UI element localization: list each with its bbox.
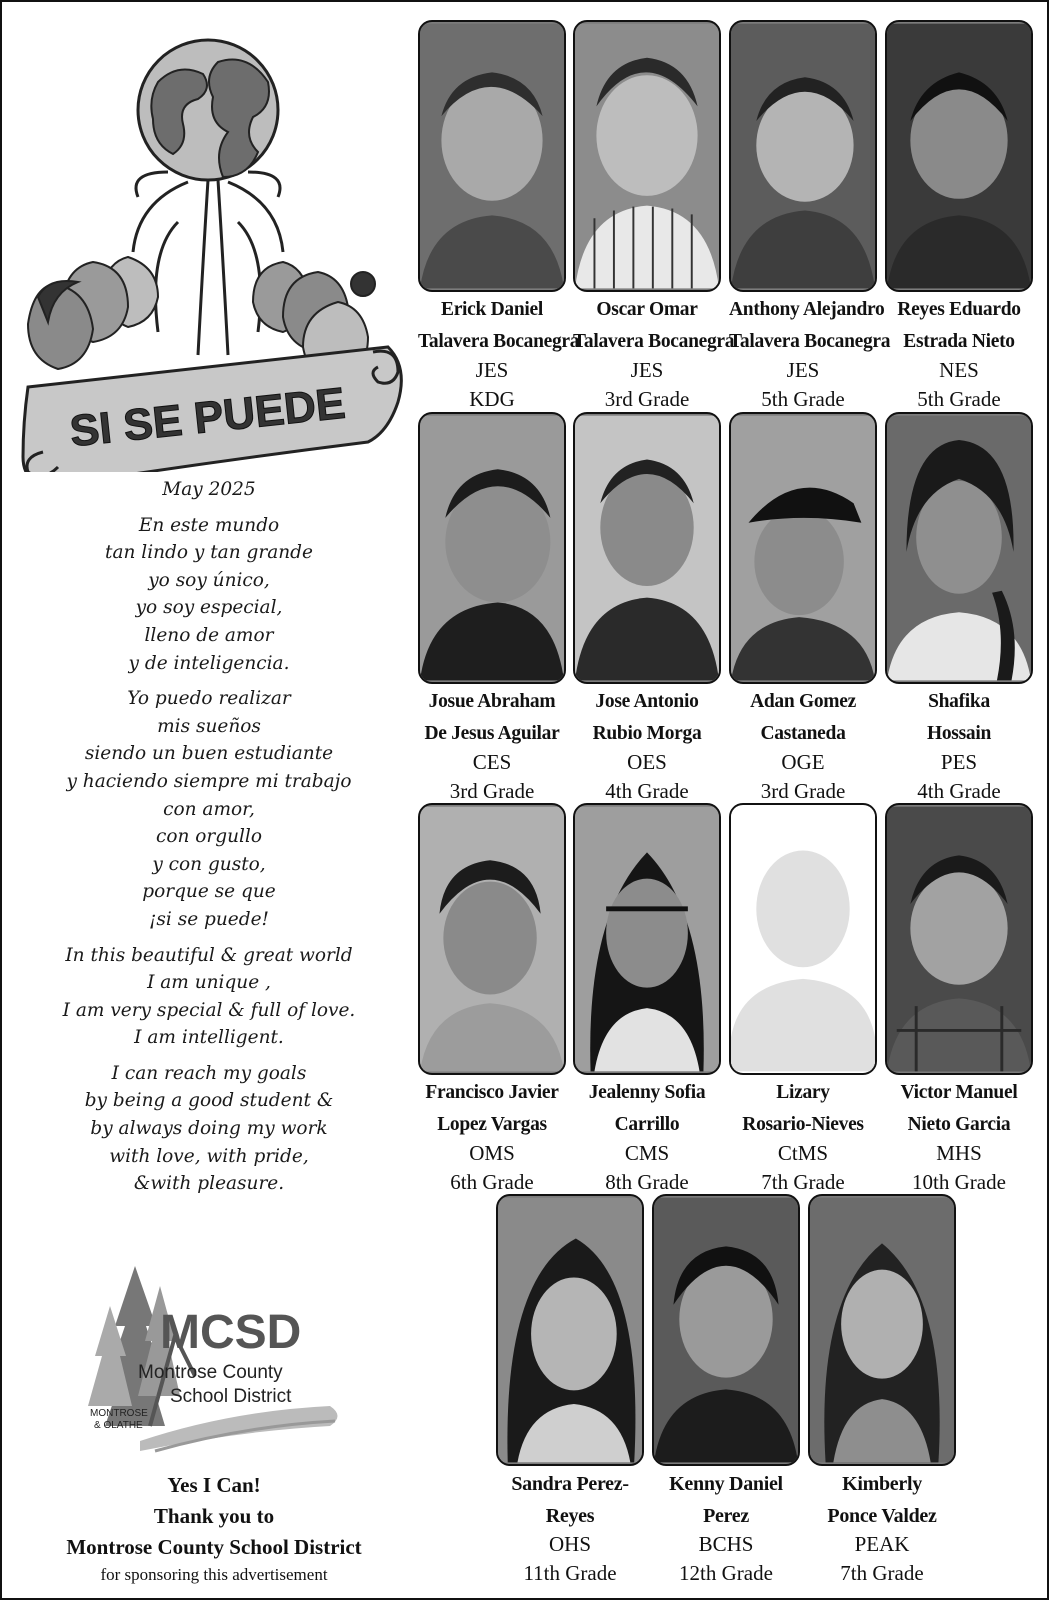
- student-school: CES: [472, 750, 512, 774]
- student-card: [652, 1194, 800, 1588]
- avatar-placeholder-icon: [731, 805, 875, 1073]
- mcsd-tag2: & OLATHE: [94, 1420, 143, 1431]
- poem-line: I am intelligent.: [134, 1027, 284, 1049]
- student-card: [573, 803, 721, 1197]
- student-photo: [729, 412, 877, 684]
- student-card: [418, 412, 566, 806]
- portrait-icon: [731, 414, 875, 682]
- poem-date: May 2025: [162, 479, 256, 500]
- sponsor-line4: for sponsoring this advertisement: [100, 1565, 328, 1584]
- student-card: [573, 20, 735, 414]
- portrait-icon: [420, 805, 564, 1073]
- student-school: OES: [627, 750, 667, 774]
- poem-line: con amor,: [163, 798, 255, 820]
- student-last-name: Perez: [703, 1505, 749, 1527]
- poem-line: yo soy único,: [148, 569, 270, 591]
- poem-line: y haciendo siempre mi trabajo: [66, 770, 352, 792]
- poem-line: I am unique ,: [147, 972, 271, 994]
- student-last-name: Lopez Vargas: [437, 1114, 547, 1135]
- student-card: [729, 412, 877, 806]
- student-photo: [573, 412, 721, 684]
- student-photo: [418, 20, 566, 292]
- student-school: PES: [940, 750, 978, 774]
- poem-line: by being a good student &: [84, 1090, 334, 1112]
- student-card: [885, 20, 1033, 414]
- student-grade: 12th Grade: [679, 1561, 773, 1585]
- poem-line: I am very special & full of love.: [62, 999, 356, 1021]
- left-column: [4, 4, 414, 1598]
- student-last-name: Talavera Bocanegra: [573, 331, 735, 352]
- student-photo: [418, 412, 566, 684]
- student-first-name: Reyes Eduardo: [897, 299, 1021, 320]
- student-school: PEAK: [854, 1532, 910, 1556]
- student-first-name: Anthony Alejandro: [729, 299, 885, 320]
- portrait-icon: [887, 414, 1031, 682]
- poem-line: y con gusto,: [152, 853, 266, 875]
- motto-text: SI SE PUEDE: [67, 378, 348, 457]
- student-first-name: Jose Antonio: [595, 691, 699, 712]
- poem-line: lleno de amor: [144, 624, 274, 646]
- student-photo: [652, 1194, 800, 1466]
- student-first-name: Oscar Omar: [596, 299, 698, 320]
- student-first-name: Shafika: [928, 691, 990, 712]
- poem-line: y de inteligencia.: [128, 652, 290, 674]
- student-last-name: Talavera Bocanegra: [418, 331, 580, 352]
- student-last-name: Rosario-Nieves: [742, 1114, 864, 1135]
- fountain-swirls: [133, 172, 283, 355]
- poem-line: mis sueños: [157, 715, 261, 737]
- poem-line: porque se que: [142, 881, 276, 903]
- student-last-name: Ponce Valdez: [827, 1505, 937, 1527]
- student-school: BCHS: [698, 1532, 754, 1556]
- portrait-icon: [575, 22, 719, 290]
- student-grade: 4th Grade: [605, 779, 689, 803]
- student-last-name: Nieto Garcia: [907, 1114, 1011, 1135]
- student-grade: KDG: [469, 387, 515, 411]
- student-school: OGE: [781, 750, 825, 774]
- student-photo: [885, 20, 1033, 292]
- student-first-name: Francisco Javier: [425, 1082, 559, 1103]
- student-card: [729, 803, 877, 1197]
- student-grade: 3rd Grade: [449, 779, 535, 803]
- poem-line: yo soy especial,: [135, 597, 283, 619]
- student-card: [808, 1194, 956, 1588]
- student-grade: 5th Grade: [917, 387, 1001, 411]
- student-grade: 7th Grade: [761, 1170, 845, 1194]
- student-first-name: Victor Manuel: [900, 1082, 1018, 1103]
- portrait-icon: [887, 22, 1031, 290]
- poem-line: En este mundo: [138, 514, 280, 536]
- river-swoosh-icon: [140, 1406, 338, 1451]
- student-grade: 3rd Grade: [760, 779, 846, 803]
- mcsd-line1: Montrose County: [138, 1362, 283, 1383]
- student-last-name: Castaneda: [760, 723, 846, 744]
- student-card: [418, 20, 580, 414]
- student-school: NES: [939, 358, 979, 382]
- student-grade: 8th Grade: [605, 1170, 689, 1194]
- sponsor-block: [14, 1470, 414, 1587]
- portrait-icon: [887, 805, 1031, 1073]
- student-photo: [573, 803, 721, 1075]
- student-first-name: Kimberly: [842, 1473, 922, 1495]
- portrait-icon: [498, 1196, 642, 1464]
- student-last-name: De Jesus Aguilar: [424, 723, 560, 744]
- sponsor-line3: Montrose County School District: [66, 1535, 362, 1559]
- mcsd-line2: School District: [170, 1386, 292, 1407]
- sponsor-line1: Yes I Can!: [167, 1473, 261, 1497]
- student-photo: [808, 1194, 956, 1466]
- student-last-name: Carrillo: [614, 1114, 680, 1135]
- student-card: [885, 412, 1033, 806]
- portrait-icon: [420, 414, 564, 682]
- student-photo: [885, 803, 1033, 1075]
- motto-banner: [23, 347, 401, 472]
- poem-stanza-2: [24, 685, 394, 933]
- student-school: JES: [630, 358, 664, 382]
- student-card: [418, 803, 566, 1197]
- poem-line: ¡si se puede!: [149, 908, 269, 930]
- poem-line: tan lindo y tan grande: [105, 542, 313, 564]
- student-grade: 3rd Grade: [604, 387, 690, 411]
- student-first-name: Josue Abraham: [428, 691, 556, 712]
- poem: [24, 476, 394, 1206]
- mcsd-tag1: MONTROSE: [90, 1408, 148, 1419]
- portrait-icon: [575, 414, 719, 682]
- poem-line: by always doing my work: [90, 1118, 328, 1140]
- student-card: [573, 412, 721, 806]
- student-grade: 6th Grade: [450, 1170, 534, 1194]
- mcsd-logo: [80, 1266, 350, 1456]
- poem-stanza-4: [24, 1060, 394, 1198]
- student-card: [885, 803, 1033, 1197]
- student-school: CMS: [624, 1141, 670, 1165]
- student-card: [729, 20, 891, 414]
- student-last-name: Reyes: [545, 1505, 595, 1527]
- student-school: OHS: [548, 1532, 591, 1556]
- student-first-name: Adan Gomez: [750, 691, 856, 712]
- student-photo: [496, 1194, 644, 1466]
- mcsd-abbr: MCSD: [160, 1306, 302, 1359]
- portrait-icon: [420, 22, 564, 290]
- si-se-puede-emblem: [18, 22, 408, 472]
- student-photo: [729, 20, 877, 292]
- student-card: [496, 1194, 644, 1588]
- poem-line: I can reach my goals: [111, 1062, 307, 1084]
- poem-line: with love, with pride,: [109, 1145, 309, 1167]
- student-grade: 4th Grade: [917, 779, 1001, 803]
- student-photo: [885, 412, 1033, 684]
- faces-left-icon: [28, 257, 158, 369]
- poem-line: Yo puedo realizar: [127, 688, 291, 710]
- student-last-name: Rubio Morga: [592, 723, 702, 744]
- poem-line: In this beautiful & great world: [65, 944, 353, 966]
- student-grade: 5th Grade: [761, 387, 845, 411]
- globe-icon: [138, 40, 278, 180]
- student-grade: 7th Grade: [840, 1561, 924, 1585]
- student-school: MHS: [936, 1141, 982, 1165]
- student-school: JES: [475, 358, 509, 382]
- poem-line: con orgullo: [155, 826, 262, 848]
- sponsor-line2: Thank you to: [153, 1504, 275, 1528]
- poem-stanza-1: [24, 512, 394, 678]
- student-school: OMS: [469, 1141, 515, 1165]
- student-photo: [573, 20, 721, 292]
- portrait-icon: [654, 1196, 798, 1464]
- student-last-name: Hossain: [926, 723, 991, 744]
- student-photo: [418, 803, 566, 1075]
- student-last-name: Talavera Bocanegra: [729, 331, 891, 352]
- student-grade: 10th Grade: [912, 1170, 1006, 1194]
- poem-line: siendo un buen estudiante: [84, 743, 334, 765]
- student-grade: 11th Grade: [523, 1561, 617, 1585]
- poem-line: &with pleasure.: [133, 1173, 285, 1195]
- student-last-name: Estrada Nieto: [903, 331, 1015, 352]
- student-first-name: Lizary: [776, 1082, 830, 1103]
- student-school: CtMS: [777, 1141, 829, 1165]
- student-photo-placeholder: [729, 803, 877, 1075]
- student-school: JES: [786, 358, 820, 382]
- portrait-icon: [731, 22, 875, 290]
- student-first-name: Jealenny Sofia: [588, 1082, 706, 1103]
- student-first-name: Sandra Perez-: [511, 1473, 629, 1495]
- student-first-name: Kenny Daniel: [669, 1473, 783, 1495]
- portrait-icon: [810, 1196, 954, 1464]
- poem-stanza-3: [24, 942, 394, 1052]
- student-first-name: Erick Daniel: [440, 299, 544, 320]
- portrait-icon: [575, 805, 719, 1073]
